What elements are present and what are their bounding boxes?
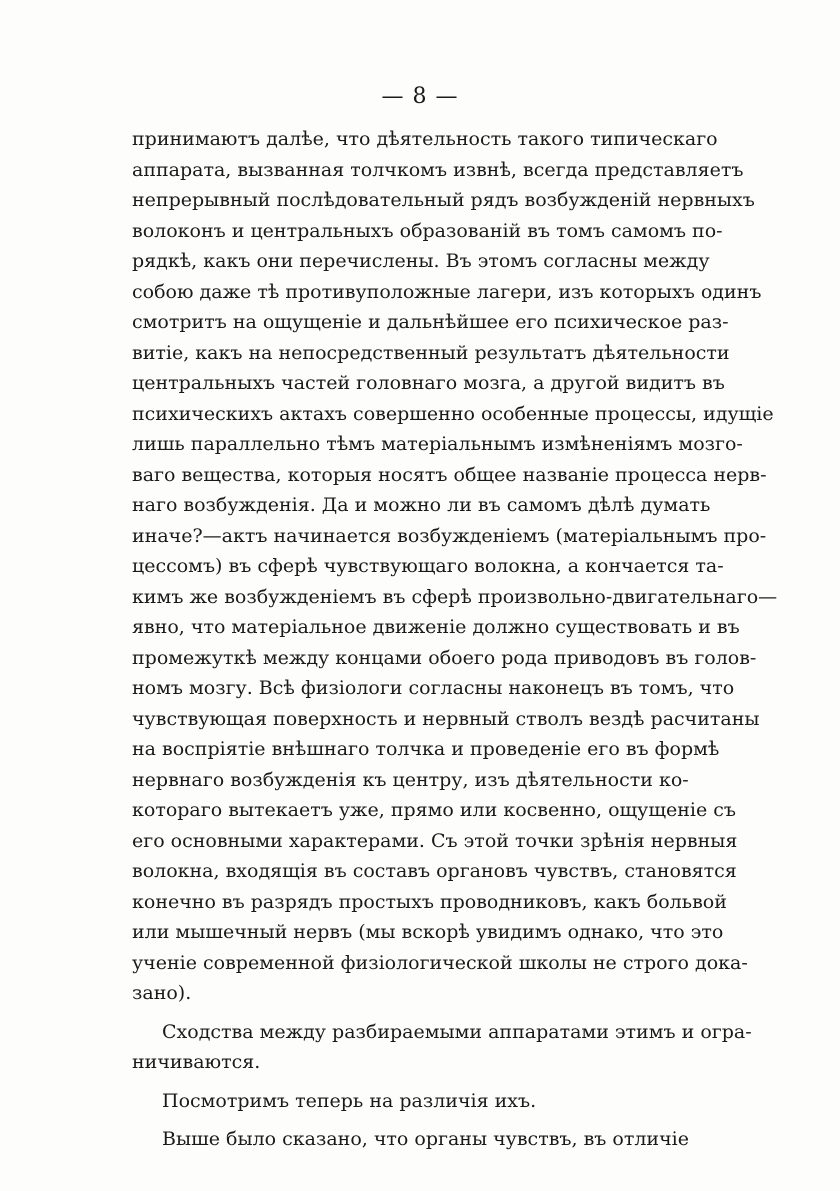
paragraph-gap [132, 1009, 688, 1017]
text-line: принимаютъ далѣе, что дѣятельность такого типическаго [132, 128, 718, 150]
text-line: зано). [132, 982, 192, 1004]
text-line: собою даже тѣ противуположные лагери, изъ которыхъ одинъ [132, 280, 762, 303]
text-line: наго возбужденія. Да и можно ли въ самомъ дѣлѣ думать [132, 494, 711, 516]
text-line: чувствующая поверхность и нервный стволъ вездѣ расчитаны [132, 707, 760, 730]
text-line: цессомъ) въ сферѣ чувствующаго волокна, а кончается та- [132, 555, 724, 577]
body-text [132, 124, 778, 1155]
paragraph-gap [132, 1116, 688, 1124]
text-line: Сходства между разбираемыми аппаратами этимъ и огра- [162, 1020, 752, 1043]
text-line: Посмотримъ теперь на различія ихъ. [162, 1089, 537, 1112]
text-line: иначе?—актъ начинается возбужденіемъ (матеріальнымъ про- [132, 524, 767, 547]
text-line: витіе, какъ на непосредственный результатъ дѣятельности [132, 341, 730, 364]
paragraph [132, 124, 778, 1009]
paragraph [132, 1124, 688, 1155]
text-line: Выше было сказано, что органы чувствъ, въ отличіе [162, 1128, 689, 1150]
text-line: или мышечный нервъ (мы вскорѣ увидимъ однако, что это [132, 921, 724, 943]
text-line: кимъ же возбужденіемъ въ сферѣ произвольно-двигательнаго— [132, 585, 778, 608]
page-number: — 8 — [381, 84, 459, 109]
text-line: нервнаго возбужденія къ центру, изъ дѣятельности ко- [132, 768, 689, 791]
text-line: на воспріятіе внѣшнаго толчка и проведеніе его въ формѣ [132, 738, 720, 760]
paragraph-gap [132, 1078, 688, 1086]
text-line: непрерывный послѣдовательный рядъ возбужденій нервныхъ [132, 189, 755, 211]
text-line: конечно въ разрядъ простыхъ проводниковъ, какъ больвой [132, 890, 727, 913]
text-line: его основными характерами. Съ этой точки зрѣнія нервныя [132, 829, 738, 852]
text-line: промежуткѣ между концами обоего рода приводовъ въ голов- [132, 646, 757, 669]
text-line: аппарата, вызванная толчкомъ извнѣ, всегда представляетъ [132, 158, 744, 181]
text-line: ничиваются. [132, 1051, 261, 1073]
text-line: номъ мозгу. Всѣ физіологи согласны наконецъ въ томъ, что [132, 677, 735, 699]
text-line: явно, что матеріальное движеніе должно существовать и въ [132, 616, 740, 638]
paragraph [132, 1086, 688, 1117]
text-line: ваго вещества, которыя носятъ общее названіе процесса нерв- [132, 463, 767, 486]
text-line: ученіе современной физіологической школы не строго дока- [132, 951, 748, 974]
paragraph [132, 1017, 752, 1078]
text-line: волокна, входящія въ составъ органовъ чувствъ, становятся [132, 860, 737, 882]
text-line: рядкѣ, какъ они перечислены. Въ этомъ согласны между [132, 250, 710, 272]
text-line: волоконъ и центральныхъ образованій въ томъ самомъ по- [132, 219, 723, 242]
text-line: лишь параллельно тѣмъ матеріальнымъ измѣненіямъ мозго- [132, 433, 743, 455]
text-line: смотритъ на ощущеніе и дальнѣйшее его психическое раз- [132, 311, 729, 333]
text-line: центральныхъ частей головнаго мозга, а другой видитъ въ [132, 372, 725, 394]
text-line: котораго вытекаетъ уже, прямо или косвенно, ощущеніе съ [132, 799, 737, 821]
text-line: психическихъ актахъ совершенно особенные процессы, идущіе [132, 402, 774, 425]
